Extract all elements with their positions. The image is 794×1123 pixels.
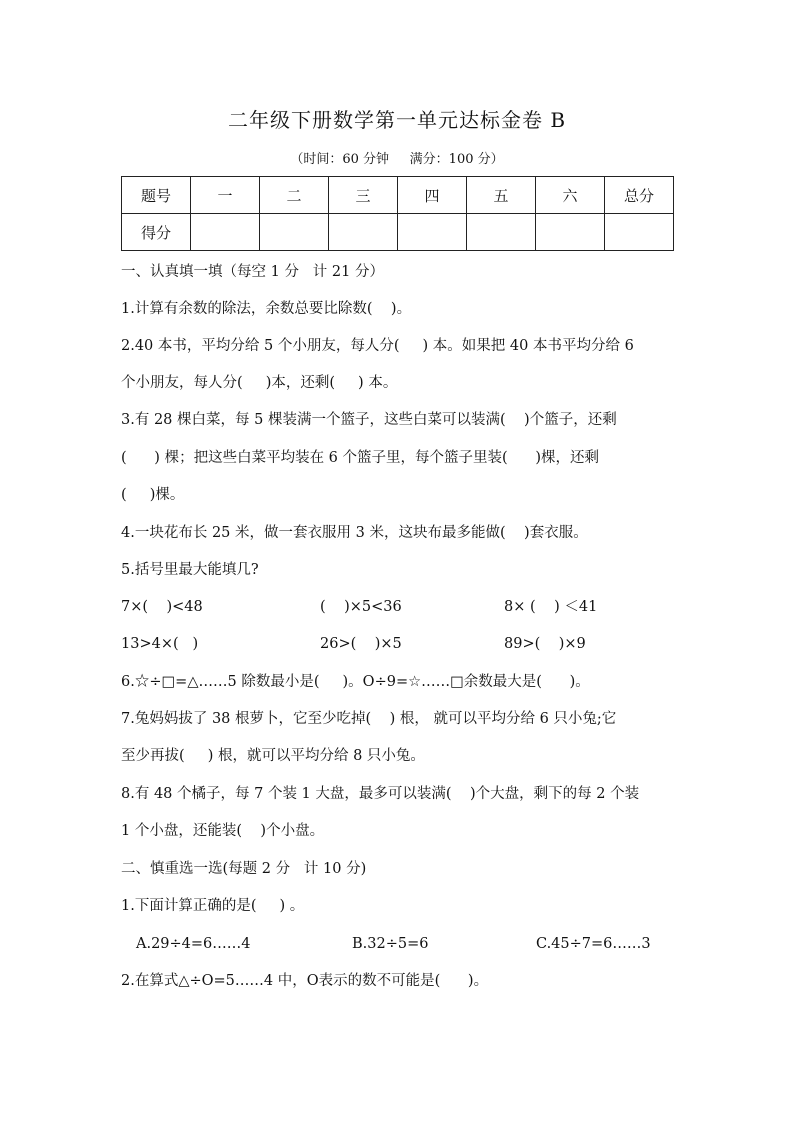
exam-title: 二年级下册数学第一单元达标金卷 B — [227, 108, 567, 132]
q5-item: 26>( )×5 — [320, 636, 402, 652]
question-2-1: 1.下面计算正确的是( ) 。 — [121, 898, 305, 914]
score-table-cell: 一 — [191, 177, 260, 214]
score-row-label: 得分 — [122, 214, 191, 251]
score-cell-empty — [467, 214, 536, 251]
q5-item: 7×( )<48 — [121, 599, 203, 615]
q5-item: ( )×5<36 — [320, 599, 402, 615]
question-1-1: 1.计算有余数的除法，余数总要比除数( )。 — [121, 301, 412, 317]
question-1-6: 6.☆÷□=△……5 除数最小是( )。O÷9=☆……□余数最大是( )。 — [121, 674, 590, 690]
question-1-3-line-1: 3.有 28 棵白菜，每 5 棵装满一个篮子，这些白菜可以装满( )个篮子，还剩 — [121, 412, 617, 428]
question-1-4: 4.一块花布长 25 米，做一套衣服用 3 米，这块布最多能做( )套衣服。 — [121, 525, 588, 541]
question-1-8-line-2: 1 个小盘，还能装( )个小盘。 — [121, 823, 325, 839]
score-table-cell: 三 — [329, 177, 398, 214]
section-2-heading: 二、慎重选一选(每题 2 分 计 10 分) — [121, 861, 367, 877]
option-c: C.45÷7=6……3 — [536, 936, 651, 952]
score-table-cell: 二 — [260, 177, 329, 214]
question-2-2: 2.在算式△÷O=5……4 中，O表示的数不可能是( )。 — [121, 973, 489, 989]
question-1-3-line-3: ( )棵。 — [121, 487, 185, 503]
option-b: B.32÷5=6 — [352, 936, 429, 952]
question-1-8-line-1: 8.有 48 个橘子，每 7 个装 1 大盘，最多可以装满( )个大盘，剩下的每 2 个装 — [121, 786, 640, 802]
score-table-score-row — [122, 214, 674, 251]
score-table-header-row — [122, 177, 674, 214]
score-table-cell: 五 — [467, 177, 536, 214]
question-1-7-line-1: 7.兔妈妈拔了 38 根萝卜，它至少吃掉( ) 根， 就可以平均分给 6 只小兔;它 — [121, 711, 617, 727]
q5-item: 13>4×( ) — [121, 636, 199, 652]
score-cell-empty — [191, 214, 260, 251]
question-1-7-line-2: 至少再拔( ) 根，就可以平均分给 8 只小兔。 — [121, 748, 425, 764]
score-cell-empty — [536, 214, 605, 251]
score-table-cell: 总分 — [605, 177, 674, 214]
section-1-heading: 一、认真填一填（每空 1 分 计 21 分） — [121, 264, 384, 280]
score-table — [121, 176, 674, 251]
question-1-2-line-1: 2.40 本书，平均分给 5 个小朋友，每人分( ) 本。如果把 40 本书平均分给 6 — [121, 338, 634, 354]
exam-subtitle: （时间：60 分钟 满分：100 分） — [290, 152, 504, 167]
score-table-cell: 四 — [398, 177, 467, 214]
score-cell-empty — [260, 214, 329, 251]
score-cell-empty — [605, 214, 674, 251]
score-cell-empty — [329, 214, 398, 251]
option-a: A.29÷4=6……4 — [136, 936, 251, 952]
question-1-3-line-2: ( ) 棵；把这些白菜平均装在 6 个篮子里，每个篮子里装( )棵，还剩 — [121, 450, 599, 466]
q5-item: 8× ( ) ＜41 — [504, 599, 598, 615]
score-table-cell: 六 — [536, 177, 605, 214]
q5-item: 89>( )×9 — [504, 636, 586, 652]
question-1-2-line-2: 个小朋友，每人分( )本，还剩( ) 本。 — [121, 375, 398, 391]
score-table-cell: 题号 — [122, 177, 191, 214]
question-1-5: 5.括号里最大能填几? — [121, 562, 259, 578]
score-cell-empty — [398, 214, 467, 251]
